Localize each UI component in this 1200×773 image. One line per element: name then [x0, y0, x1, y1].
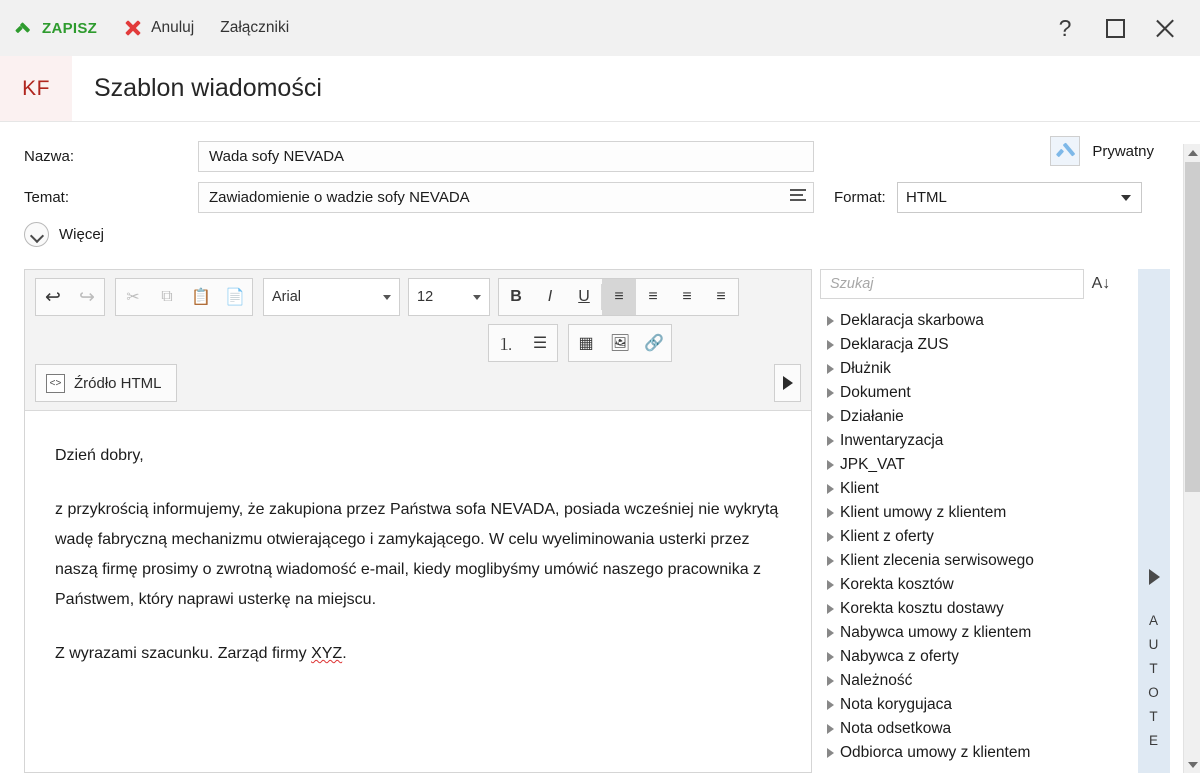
editor-signature: [55, 639, 785, 669]
tree-item-label: JPK_VAT: [840, 456, 905, 473]
bold-button[interactable]: [499, 279, 533, 315]
expand-triangle-icon[interactable]: [820, 724, 840, 734]
side-tab-letter: O: [1148, 685, 1160, 700]
save-button[interactable]: [14, 18, 97, 38]
close-window-icon: [1154, 17, 1176, 39]
italic-button[interactable]: [533, 279, 567, 315]
page-header: [0, 56, 1200, 122]
editor-paragraph: z przykrością informujemy, że zakupiona przez Państwa sofa NEVADA, posiada wcześniej nie wykrytą wadę fabryczną mechanizmu otwierającego i zamykającego. W celu wyeliminowania usterki przez naszą firmę prosimy o zwrotną wiadomość e-mail, kiedy moglibyśmy umówić naszego pracownika z Państwem, który naprawi usterkę na miejscu.: [55, 501, 779, 608]
chevron-down-circle-icon: [24, 222, 49, 247]
html-source-label: Źródło HTML: [74, 374, 162, 392]
font-family-value: Arial: [272, 289, 302, 305]
tree-item[interactable]: [820, 525, 1125, 549]
cut-icon[interactable]: ✂: [126, 289, 140, 306]
clipboard-group: [115, 278, 253, 316]
format-select[interactable]: [897, 182, 1142, 213]
page-title: Szablon wiadomości: [94, 74, 322, 102]
signature-period: .: [342, 645, 347, 662]
underline-icon: U: [578, 288, 590, 305]
tree-item[interactable]: [820, 669, 1125, 693]
expand-triangle-icon[interactable]: [820, 388, 840, 398]
font-size-select[interactable]: [408, 278, 490, 316]
scrollbar-thumb[interactable]: [1185, 162, 1200, 492]
expand-triangle-icon[interactable]: [820, 532, 840, 542]
expand-triangle-icon[interactable]: [820, 700, 840, 710]
expand-triangle-icon[interactable]: [820, 652, 840, 662]
tree-item[interactable]: [820, 381, 1125, 405]
tree-item[interactable]: [820, 573, 1125, 597]
chevron-down-icon: [473, 295, 481, 300]
subject-label: Temat:: [24, 189, 70, 206]
expand-triangle-icon[interactable]: [820, 340, 840, 350]
align-left-icon[interactable]: ≡: [602, 279, 636, 315]
copy-icon[interactable]: ⧉: [161, 288, 173, 305]
expand-triangle-icon[interactable]: [820, 412, 840, 422]
align-center-icon[interactable]: ≡: [648, 288, 658, 305]
tree-item-label: Nota odsetkowa: [840, 720, 952, 737]
underline-button[interactable]: [567, 279, 601, 315]
side-tab-letter: U: [1148, 637, 1160, 652]
expand-triangle-icon[interactable]: [820, 460, 840, 470]
font-family-select[interactable]: [263, 278, 400, 316]
autotext-side-tab-label: [1148, 609, 1160, 753]
tree-item[interactable]: [820, 309, 1125, 333]
tree-item-label: Dłużnik: [840, 360, 891, 377]
tree-item[interactable]: [820, 741, 1125, 765]
scroll-down-icon[interactable]: [1184, 756, 1200, 773]
tree-item-label: Nabywca z oferty: [840, 648, 959, 665]
tree-item-label: Odbiorca umowy z klientem: [840, 744, 1031, 761]
command-bar: [0, 0, 1200, 56]
expand-triangle-icon[interactable]: [820, 580, 840, 590]
expand-triangle-icon[interactable]: [820, 364, 840, 374]
undo-icon[interactable]: ↩: [45, 286, 61, 308]
search-row: [820, 269, 1125, 299]
scroll-up-icon[interactable]: [1184, 144, 1200, 161]
sort-button[interactable]: A↓: [1091, 275, 1111, 292]
cancel-button[interactable]: [123, 18, 194, 38]
align-right-icon[interactable]: ≡: [682, 288, 692, 305]
tree-item[interactable]: [820, 621, 1125, 645]
signature-text: Z wyrazami szacunku. Zarząd firmy: [55, 645, 312, 662]
check-icon: [14, 18, 34, 38]
side-tab-letter: T: [1149, 709, 1159, 724]
editor-paragraph: Dzień dobry,: [55, 447, 144, 464]
tree-item[interactable]: [820, 501, 1125, 525]
help-button[interactable]: [1040, 0, 1090, 56]
undo-redo-group: [35, 278, 105, 316]
toolbar-row-2: [35, 324, 801, 362]
format-select-wrapper: [897, 182, 1142, 213]
cancel-button-label: Anuluj: [151, 19, 195, 36]
misspelled-word: XYZ: [311, 645, 343, 662]
tree-item-label: Korekta kosztów: [840, 576, 954, 593]
tree-item-label: Klient: [840, 480, 879, 497]
insert-group: [568, 324, 672, 362]
tree-item[interactable]: [820, 405, 1125, 429]
list-group: [488, 324, 558, 362]
name-input[interactable]: [198, 141, 814, 172]
expand-toolbar-button[interactable]: [774, 364, 801, 402]
tree-item[interactable]: [820, 717, 1125, 741]
expand-panel-icon[interactable]: [1149, 569, 1160, 585]
code-icon: <>: [46, 374, 65, 393]
format-label: Format:: [834, 189, 886, 206]
tree-item-label: Należność: [840, 672, 913, 689]
paste-icon[interactable]: 📋: [191, 289, 211, 306]
expand-triangle-icon[interactable]: [820, 628, 840, 638]
tree-item[interactable]: [820, 357, 1125, 381]
autotext-panel: [820, 269, 1125, 773]
form-area: [0, 122, 1200, 247]
close-window-button[interactable]: [1140, 0, 1190, 56]
private-toggle[interactable]: [1050, 136, 1154, 166]
tree-item-label: Nabywca umowy z klientem: [840, 624, 1032, 641]
tree-item-label: Klient zlecenia serwisowego: [840, 552, 1034, 569]
tree-item[interactable]: [820, 549, 1125, 573]
italic-icon: I: [547, 288, 553, 305]
expand-triangle-icon[interactable]: [820, 604, 840, 614]
question-mark-icon: ?: [1058, 14, 1072, 41]
tree-item[interactable]: [820, 453, 1125, 477]
attachments-button-label: Załączniki: [220, 19, 290, 36]
chevron-down-icon: [383, 295, 391, 300]
subject-field-wrapper: [198, 182, 814, 213]
expand-triangle-icon[interactable]: [820, 676, 840, 686]
expand-triangle-icon[interactable]: [820, 436, 840, 446]
editor-content[interactable]: [25, 411, 811, 703]
toolbar-row-1: [35, 278, 801, 316]
font-size-value: 12: [417, 289, 434, 305]
window-controls: [1040, 0, 1190, 56]
tree-item-label: Dokument: [840, 384, 911, 401]
autotext-tree: [820, 309, 1125, 765]
checkbox-checked-icon[interactable]: [1050, 136, 1080, 166]
side-tab-letter: A: [1148, 613, 1159, 628]
tree-item-label: Inwentaryzacja: [840, 432, 944, 449]
expand-triangle-icon[interactable]: [820, 484, 840, 494]
tree-item-label: Korekta kosztu dostawy: [840, 600, 1004, 617]
subject-row: [0, 181, 1200, 214]
editor-toolbar: [25, 270, 811, 411]
bold-icon: B: [510, 288, 522, 305]
tree-item[interactable]: [820, 429, 1125, 453]
tree-item-label: Nota korygujaca: [840, 696, 953, 713]
side-tab-letter: E: [1148, 733, 1159, 748]
redo-icon[interactable]: ↪: [79, 286, 95, 308]
expand-triangle-icon[interactable]: [820, 316, 840, 326]
tree-item[interactable]: [820, 693, 1125, 717]
vertical-scrollbar[interactable]: [1183, 144, 1200, 773]
more-label: Więcej: [59, 226, 105, 243]
name-label: Nazwa:: [24, 148, 75, 165]
name-row: [0, 140, 1200, 173]
bulleted-list-icon[interactable]: ☰: [532, 335, 548, 352]
private-label: Prywatny: [1092, 142, 1154, 160]
avatar: KF: [0, 56, 72, 121]
html-source-button[interactable]: [35, 364, 177, 402]
tree-item[interactable]: [820, 645, 1125, 669]
menu-icon[interactable]: [790, 189, 806, 202]
expand-triangle-icon[interactable]: [820, 508, 840, 518]
html-editor: [24, 269, 812, 773]
expand-triangle-icon[interactable]: [820, 556, 840, 566]
attachments-button[interactable]: [220, 19, 289, 37]
tree-item-label: Działanie: [840, 408, 904, 425]
tree-item[interactable]: [820, 333, 1125, 357]
close-icon: [123, 18, 143, 38]
search-input[interactable]: [820, 269, 1084, 299]
tree-item-label: Deklaracja ZUS: [840, 336, 949, 353]
expand-triangle-icon[interactable]: [820, 748, 840, 758]
side-tab-letter: T: [1149, 661, 1159, 676]
more-toggle[interactable]: [0, 222, 1200, 247]
tree-item-label: Klient z oferty: [840, 528, 934, 545]
maximize-icon: [1106, 19, 1125, 38]
tree-item-label: Deklaracja skarbowa: [840, 312, 984, 329]
align-justify-icon[interactable]: ≡: [716, 288, 726, 305]
table-icon[interactable]: ▦: [578, 335, 594, 352]
maximize-button[interactable]: [1090, 0, 1140, 56]
tree-item[interactable]: [820, 597, 1125, 621]
tree-item-label: Klient umowy z klientem: [840, 504, 1007, 521]
autotext-side-tab[interactable]: [1138, 269, 1170, 773]
tree-item[interactable]: [820, 477, 1125, 501]
numbered-list-icon[interactable]: ⒈: [497, 336, 514, 354]
link-icon[interactable]: 🔗: [644, 335, 664, 352]
image-icon[interactable]: 🖼: [609, 335, 631, 352]
paste-text-icon[interactable]: 📄: [225, 289, 245, 306]
subject-input[interactable]: [198, 182, 814, 213]
text-style-group: [498, 278, 739, 316]
save-button-label: ZAPISZ: [42, 19, 98, 37]
